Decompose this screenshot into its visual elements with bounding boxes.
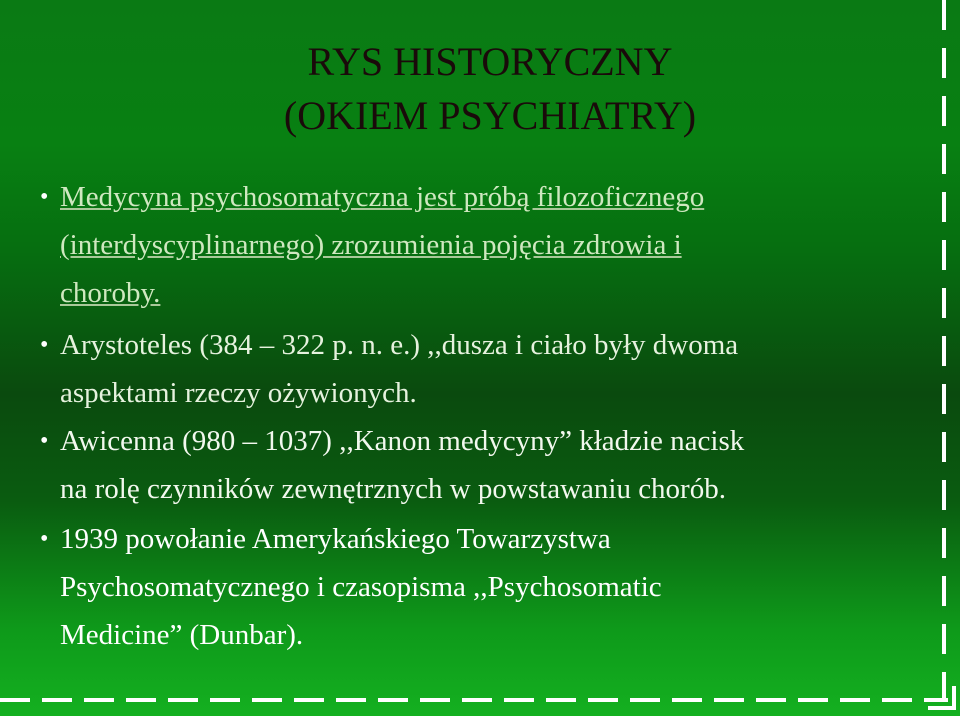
bullet-2-line-1: Arystoteles (384 – 322 p. n. e.) ,,dusza i ciało były dwoma [60, 329, 739, 361]
right-dashed-border [942, 0, 946, 700]
bullet-4-line-2: Psychosomatycznego i czasopisma ,,Psychosomatic [60, 571, 662, 603]
bullet-2-line-2: aspektami rzeczy ożywionych. [60, 377, 417, 409]
bullet-dot: • [40, 184, 49, 210]
bullet-3-line-1: Awicenna (980 – 1037) ,,Kanon medycyny” kładzie nacisk [60, 425, 745, 457]
bullet-dot: • [40, 428, 49, 454]
bullet-4-line-1: 1939 powołanie Amerykańskiego Towarzystwa [60, 523, 611, 555]
bullet-1-line-3: choroby. [60, 277, 161, 309]
bullet-dot: • [40, 332, 49, 358]
slide-title-line2: (OKIEM PSYCHIATRY) [283, 93, 697, 138]
bullet-4-line-3: Medicine” (Dunbar). [60, 619, 304, 651]
slide-title-line1: RYS HISTORYCZNY [307, 39, 673, 84]
bullet-3-line-2: na rolę czynników zewnętrznych w powstawaniu chorób. [60, 473, 726, 505]
bullet-1-line-1: Medycyna psychosomatyczna jest próbą filozoficznego [60, 181, 705, 213]
bottom-dashed-border [0, 698, 948, 702]
bullet-1-line-2: (interdyscyplinarnego) zrozumienia pojęcia zdrowia i [60, 229, 682, 261]
bullet-dot: • [40, 526, 49, 552]
corner-mark [928, 686, 956, 710]
